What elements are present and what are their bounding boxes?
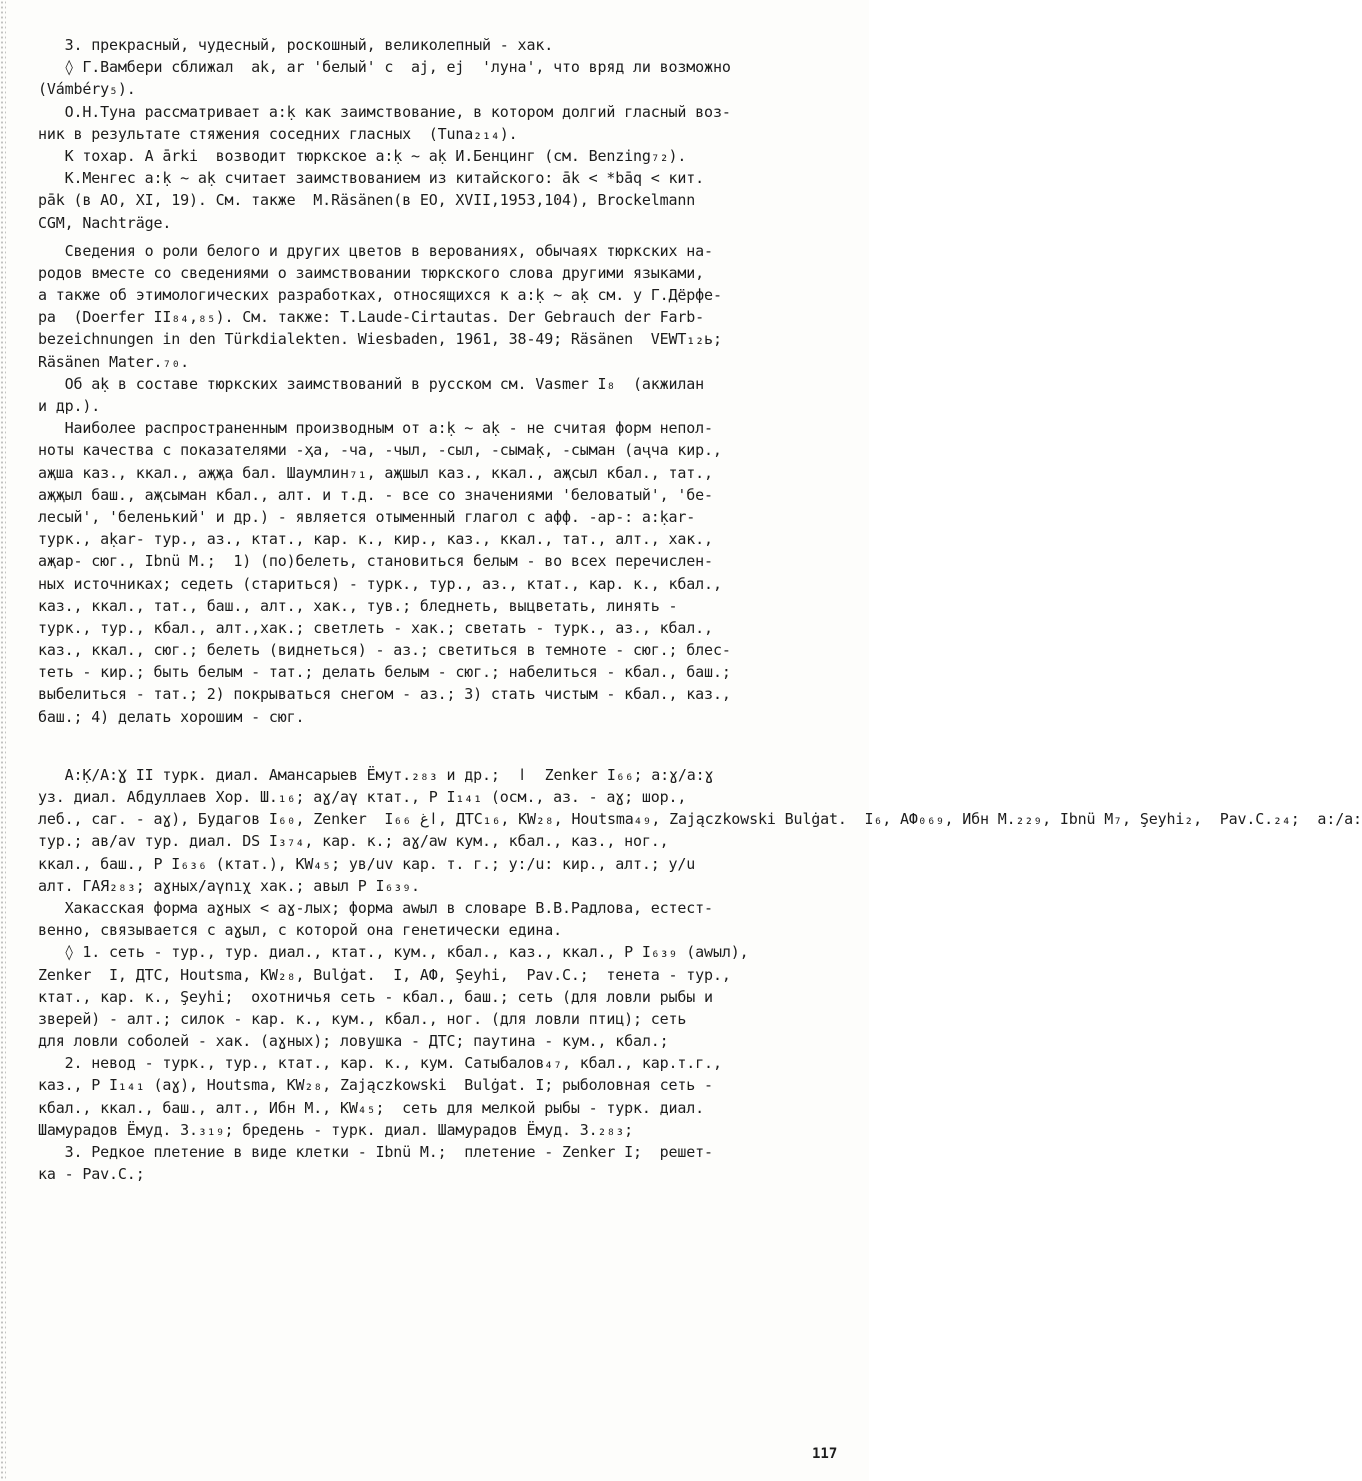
text-line: и др.). bbox=[38, 397, 101, 415]
text-line: кбал., ккал., баш., алт., Ибн М., KW₄₅; сеть для мелкой рыбы - турк. диал. bbox=[38, 1098, 705, 1117]
text-line: алт. ГАЯ₂₈₃; aɣныx/aγnıχ хак.; aвыл Р I₆₃₉. bbox=[38, 876, 420, 895]
scan-edge bbox=[0, 0, 6, 1481]
text-line: родов вместе со сведениями о заимствовании тюркского слова другими языками, bbox=[38, 263, 705, 282]
text-line: каз., ккал., сюг.; белеть (виднеться) - аз.; светиться в темноте - сюг.; блес- bbox=[38, 641, 731, 660]
text-line: К тохар. A ārki возводит тюркское a:ḳ ~ aḳ И.Бенцинг (см. Benzing₇₂). bbox=[38, 146, 687, 165]
text-line: тур.; aв/av тур. диал. DS I₃₇₄, кар. к.; aɣ/aw кум., кбал., каз., ног., bbox=[38, 832, 669, 851]
text-line: ных источниках; седеть (стариться) - турк., тур., аз., ктат., кар. к., кбал., bbox=[38, 574, 722, 593]
text-line: Хакасская форма aɣных < aɣ-лых; форма awыл в словаре В.В.Радлова, естест- bbox=[38, 898, 713, 917]
text-line: ◊ Г.Вамбери сближал ak, ar 'белый' с aj, ej 'луна', что вряд ли возможно bbox=[38, 58, 731, 77]
text-line: зверей) - алт.; силок - кар. к., кум., кбал., ног. (для ловли птиц); сеть bbox=[38, 1009, 687, 1028]
text-line: для ловли соболей - хак. (aɣных); ловушка - ДТС; паутина - кум., кбал.; bbox=[38, 1032, 669, 1051]
text-line: Räsänen Mater.₇₀. bbox=[38, 352, 189, 371]
text-line: аҗар- сюг., Ibnü M.; 1) (по)белеть, становиться белым - во всех перечислен- bbox=[38, 552, 713, 571]
text-line: турк., aḳar- тур., аз., ктат., кар. к., кир., каз., ккал., тат., алт., хак., bbox=[38, 530, 713, 549]
text-line: 3. прекрасный, чудесный, роскошный, великолепный - хак. bbox=[38, 36, 554, 54]
text-line: Об aḳ в составе тюркских заимствований в русском см. Vasmer I₈ (акжилан bbox=[38, 374, 705, 393]
text-line: 3. Редкое плетение в виде клетки - Ibnü M.; плетение - Zenker I; решет- bbox=[38, 1143, 713, 1161]
text-line: A:Ḳ/A:Ɣ II турк. диал. Амансарыев Ёмут.₂₈₃ и др.; ا Zenker I₆₆; a:ɣ/a:ɣ bbox=[38, 765, 714, 784]
text-line: ник в результате стяжения соседних гласных (Tuna₂₁₄). bbox=[38, 124, 518, 143]
text-line: лесый', 'беленький' и др.) - является отыменный глагол с афф. -ар-: a:ḳar- bbox=[38, 507, 696, 526]
text-line: bezeichnungen in den Türkdialekten. Wiesbaden, 1961, 38-49; Räsänen VEWT₁₂ь; bbox=[38, 330, 722, 349]
text-line: Сведения о роли белого и других цветов в верованиях, обычаях тюркских на- bbox=[38, 241, 713, 260]
text-line: 2. невод - турк., тур., ктат., кар. к., кум. Сатыбалов₄₇, кбал., кар.т.г., bbox=[38, 1054, 722, 1073]
text-line: каз., Р I₁₄₁ (aɣ), Houtsma, KW₂₈, Zajączkowski Bulġat. I; рыболовная сеть - bbox=[38, 1076, 713, 1095]
text-line: каз., ккал., тат., баш., алт., хак., тув.; бледнеть, выцветать, линять - bbox=[38, 596, 678, 615]
text-line: ра (Doerfer II₈₄,₈₅). См. также: T.Laude-Cirtautas. Der Gebrauch der Farb- bbox=[38, 308, 705, 327]
text-line: уз. диал. Абдуллаев Хор. Ш.₁₆; aɣ/aγ ктат., Р I₁₄₁ (осм., аз. - aɣ; шор., bbox=[38, 788, 687, 806]
text-line: ккал., баш., Р I₆₃₆ (ктат.), KW₄₅; ув/uv кар. т. г.; у:/u: кир., алт.; у/u bbox=[38, 854, 696, 873]
text-line: CGM, Nachträge. bbox=[38, 213, 172, 232]
text-line: (Vámbéry₅). bbox=[38, 80, 136, 99]
text-line: аҗша каз., ккал., аҗҗа бал. Шаумлин₇₁, аҗшыл каз., ккал., аҗсыл кбал., тат., bbox=[38, 463, 713, 482]
text-line: венно, связывается с aɣыл, с которой она генетически едина. bbox=[38, 921, 562, 940]
text-line: ктат., кар. к., Şeyhi; охотничья сеть - кбал., баш.; сеть (для ловли рыбы и bbox=[38, 987, 713, 1006]
text-line: Zenker I, ДТС, Houtsma, KW₂₈, Bulġat. I, АФ, Şeyhi, Pav.C.; тенета - тур., bbox=[38, 965, 731, 984]
body-text bbox=[38, 34, 1362, 1185]
text-line: О.Н.Туна рассматривает a:ḳ как заимствование, в котором долгий гласный воз- bbox=[38, 102, 731, 121]
text-line: леб., саг. - aɣ), Будагов I₆₀, Zenker I₆₆ اغ, ДТС₁₆, KW₂₈, Houtsma₄₉, Zajączkowski Bulġat. I₆, АФ₀₆₉, Ибн М.₂₂₉, Ibnü M₇, Şeyhi₂, Pav.C.₂₄; a:/a: bbox=[38, 810, 1362, 829]
text-line: pāk (в АО, XI, 19). См. также M.Räsänen(в ЕО, XVII,1953,104), Brockelmann bbox=[38, 191, 696, 210]
text-line: ка - Pav.C.; bbox=[38, 1165, 145, 1184]
text-line: а также об этимологических разработках, относящихся к a:ḳ ~ aḳ см. у Г.Дёрфе- bbox=[38, 286, 722, 305]
text-line: ◊ 1. сеть - тур., тур. диал., ктат., кум., кбал., каз., ккал., Р I₆₃₉ (awыл), bbox=[38, 943, 749, 962]
text-line: выбелиться - тат.; 2) покрываться снегом - аз.; 3) стать чистым - кбал., каз., bbox=[38, 685, 731, 704]
text-line: ноты качества с показателями -ҳa, -ча, -чыл, -сыл, -сымаḳ, -сыман (аҷча кир., bbox=[38, 441, 722, 460]
text-line: К.Менгес a:ḳ ~ aḳ считает заимствованием из китайского: āk < *bāq < кит. bbox=[38, 169, 705, 188]
text-line: теть - кир.; быть белым - тат.; делать белым - сюг.; набелиться - кбал., баш.; bbox=[38, 663, 731, 682]
text-line: аҗҗыл баш., аҗсыман кбал., алт. и т.д. - все со значениями 'беловатый', 'бе- bbox=[38, 485, 713, 504]
text-line: баш.; 4) делать хорошим - сюг. bbox=[38, 707, 305, 726]
block-gap bbox=[38, 728, 860, 764]
text-line: Шамурадов Ёмуд. З.₃₁₉; бредень - турк. диал. Шамурадов Ёмуд. З.₂₈₃; bbox=[38, 1120, 634, 1139]
text-line: турк., тур., кбал., алт.,хак.; светлеть - хак.; светать - турк., аз., кбал., bbox=[38, 618, 713, 637]
page-number: 117 bbox=[812, 1446, 838, 1462]
text-line: Наиболее распространенным производным от a:ḳ ~ aḳ - не считая форм непол- bbox=[38, 419, 713, 438]
